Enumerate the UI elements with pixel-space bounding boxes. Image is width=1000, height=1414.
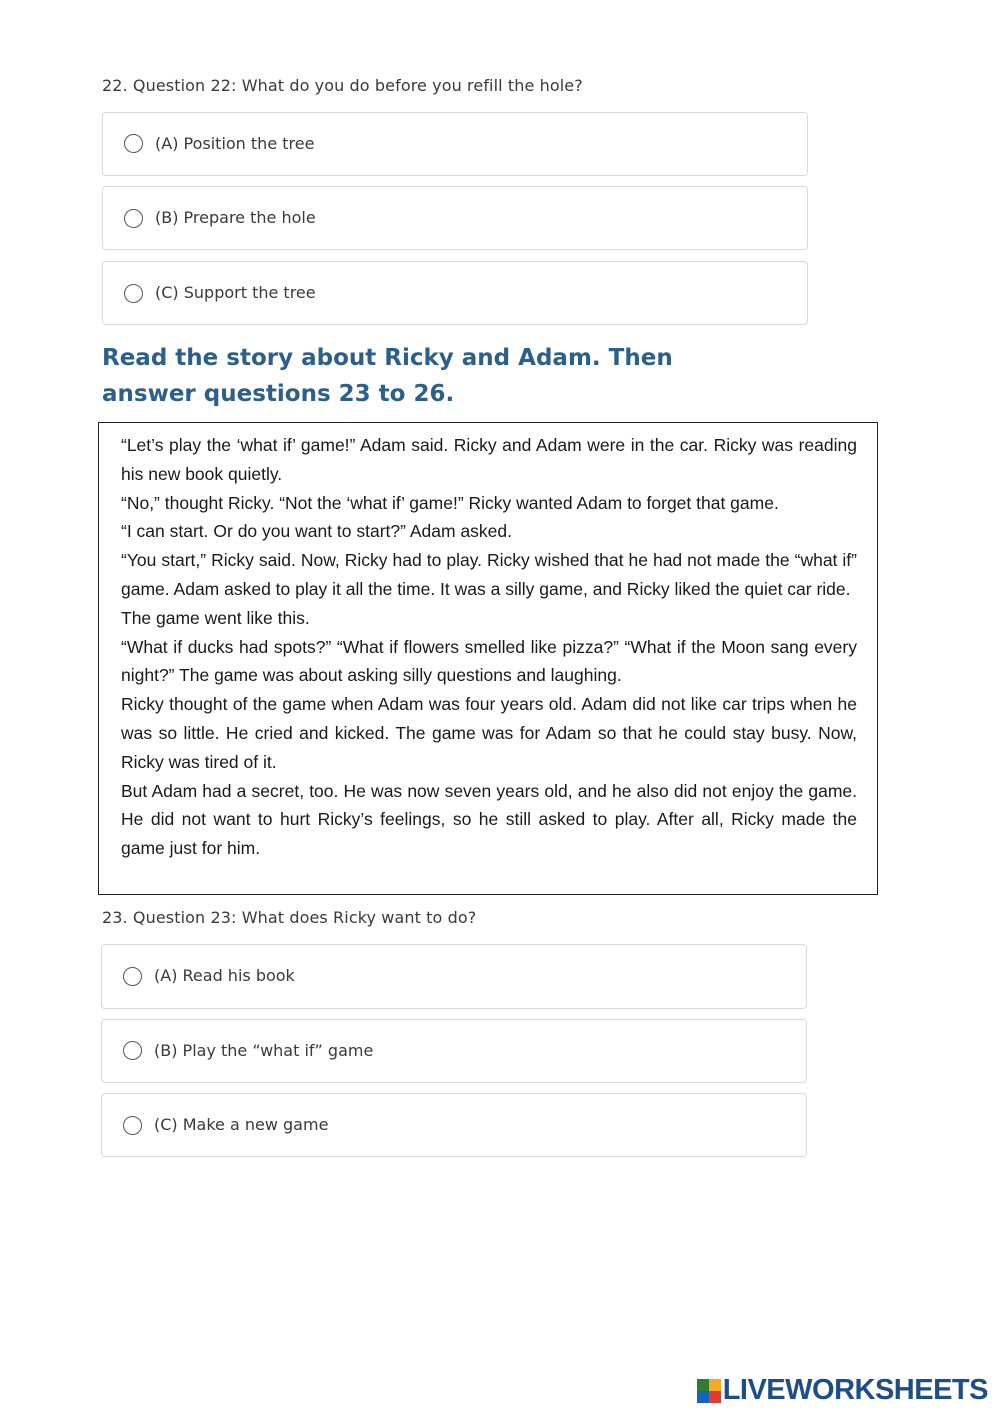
question-22-title: 22. Question 22: What do you do before you refill the hole?	[102, 76, 583, 95]
question-23-title: 23. Question 23: What does Ricky want to do?	[102, 908, 477, 927]
story-paragraph: “You start,” Ricky said. Now, Ricky had to play. Ricky wished that he had not made the “what if” game. Adam asked to play it all the time. It was a silly game, and Ricky liked the quiet car ride.	[121, 550, 857, 599]
story-paragraph: “No,” thought Ricky. “Not the ‘what if’ game!” Ricky wanted Adam to forget that game.	[121, 492, 779, 513]
radio-button[interactable]	[123, 967, 142, 986]
q22-option-b[interactable]	[102, 186, 808, 250]
section-heading: Read the story about Ricky and Adam. Then answer questions 23 to 26.	[102, 345, 673, 407]
story-paragraph: “Let’s play the ‘what if’ game!” Adam said. Ricky and Adam were in the car. Ricky was reading his new book quietly.	[121, 435, 857, 484]
q23-option-a[interactable]	[101, 944, 807, 1009]
brand-name: LIVEWORKSHEETS	[722, 1374, 988, 1406]
story-paragraph: “I can start. Or do you want to start?” Adam asked.	[121, 521, 513, 542]
logo-square	[697, 1379, 709, 1391]
radio-button[interactable]	[123, 1041, 142, 1060]
q22-option-a[interactable]	[102, 112, 808, 176]
q23-option-c[interactable]	[101, 1093, 807, 1157]
option-label: (B) Prepare the hole	[155, 208, 316, 227]
option-label: (B) Play the “what if” game	[154, 1041, 374, 1060]
story-paragraph: “What if ducks had spots?” “What if flowers smelled like pizza?” “What if the Moon sang every night?” The game was about asking silly questions and laughing.	[121, 636, 857, 686]
radio-button[interactable]	[124, 209, 143, 228]
logo-square	[697, 1391, 709, 1403]
q23-option-b[interactable]	[101, 1019, 807, 1083]
radio-button[interactable]	[124, 284, 143, 303]
q22-option-c[interactable]	[102, 261, 808, 325]
story-paragraph: But Adam had a secret, too. He was now seven years old, and he also did not enjoy the game. He did not want to hurt Ricky’s feelings, so he still asked to play. After all, Ricky made the game just for him.	[121, 780, 857, 859]
story-paragraph: The game went like this.	[121, 607, 310, 628]
option-label: (A) Read his book	[154, 966, 295, 985]
liveworksheets-logo-icon	[697, 1379, 721, 1403]
liveworksheets-brand	[697, 1374, 988, 1407]
option-label: (A) Position the tree	[155, 134, 315, 153]
radio-button[interactable]	[123, 1116, 142, 1135]
option-label: (C) Make a new game	[154, 1115, 329, 1134]
logo-square	[709, 1379, 721, 1391]
radio-button[interactable]	[124, 134, 143, 153]
logo-square	[709, 1391, 721, 1403]
story-passage	[98, 422, 878, 895]
story-paragraph: Ricky thought of the game when Adam was four years old. Adam did not like car trips when he was so little. He cried and kicked. The game was for Adam so that he could stay busy. Now, Ricky was tired of it.	[121, 694, 857, 772]
option-label: (C) Support the tree	[155, 283, 316, 302]
